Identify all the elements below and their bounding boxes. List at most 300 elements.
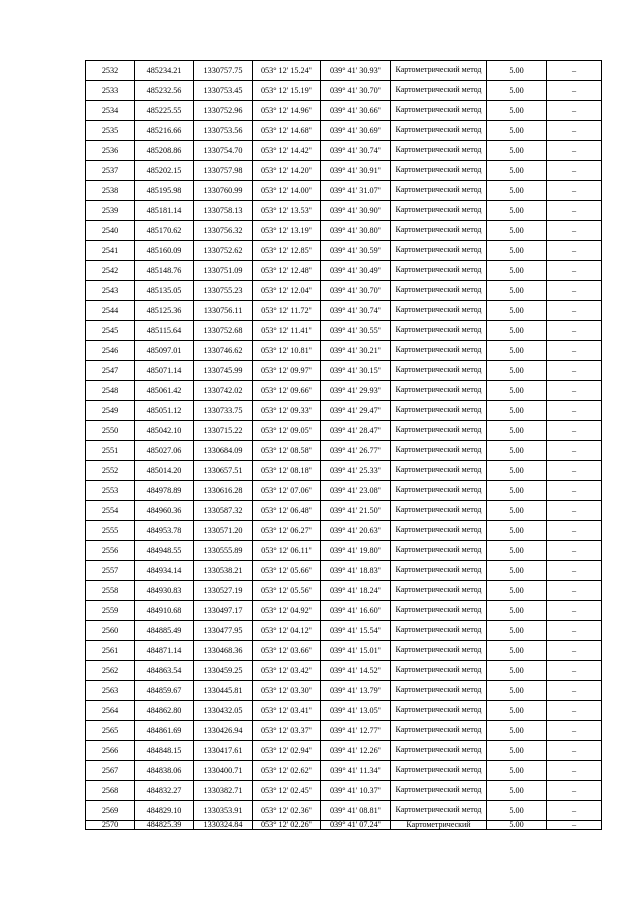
accuracy-cell: 5.00 [487,721,547,741]
point-number-cell: 2546 [86,341,135,361]
method-cell: Картометрический метод [391,781,487,801]
x-coordinate-cell: 485181.14 [135,201,194,221]
note-cell: – [547,521,602,541]
latitude-cell: 053° 12' 03.41" [253,701,321,721]
x-coordinate-cell: 484930.83 [135,581,194,601]
x-coordinate-cell: 484848.15 [135,741,194,761]
y-coordinate-cell: 1330555.89 [194,541,253,561]
table-row [86,101,602,121]
point-number-cell: 2544 [86,301,135,321]
latitude-cell: 053° 12' 08.18" [253,461,321,481]
x-coordinate-cell: 485234.21 [135,61,194,81]
note-cell: – [547,201,602,221]
point-number-cell: 2568 [86,781,135,801]
accuracy-cell: 5.00 [487,241,547,261]
accuracy-cell: 5.00 [487,381,547,401]
point-number-cell: 2570 [86,821,135,830]
point-number-cell: 2532 [86,61,135,81]
longitude-cell: 039° 41' 28.47" [321,421,391,441]
longitude-cell: 039° 41' 30.15" [321,361,391,381]
note-cell: – [547,481,602,501]
latitude-cell: 053° 12' 11.72" [253,301,321,321]
note-cell: – [547,181,602,201]
method-cell: Картометрический метод [391,181,487,201]
latitude-cell: 053° 12' 09.66" [253,381,321,401]
latitude-cell: 053° 12' 03.30" [253,681,321,701]
y-coordinate-cell: 1330752.96 [194,101,253,121]
note-cell: – [547,701,602,721]
method-cell: Картометрический метод [391,461,487,481]
accuracy-cell: 5.00 [487,221,547,241]
table-row [86,421,602,441]
table-row [86,721,602,741]
table-row [86,361,602,381]
y-coordinate-cell: 1330745.99 [194,361,253,381]
y-coordinate-cell: 1330751.09 [194,261,253,281]
method-cell: Картометрический метод [391,161,487,181]
accuracy-cell: 5.00 [487,681,547,701]
accuracy-cell: 5.00 [487,281,547,301]
table-row [86,221,602,241]
note-cell: – [547,661,602,681]
note-cell: – [547,161,602,181]
accuracy-cell: 5.00 [487,501,547,521]
table-row [86,541,602,561]
method-cell: Картометрический метод [391,621,487,641]
point-number-cell: 2562 [86,661,135,681]
point-number-cell: 2566 [86,741,135,761]
latitude-cell: 053° 12' 06.27" [253,521,321,541]
latitude-cell: 053° 12' 06.11" [253,541,321,561]
x-coordinate-cell: 484953.78 [135,521,194,541]
note-cell: – [547,121,602,141]
table-body [86,61,602,830]
note-cell: – [547,361,602,381]
longitude-cell: 039° 41' 30.74" [321,141,391,161]
x-coordinate-cell: 485216.66 [135,121,194,141]
latitude-cell: 053° 12' 04.12" [253,621,321,641]
latitude-cell: 053° 12' 09.33" [253,401,321,421]
longitude-cell: 039° 41' 30.70" [321,81,391,101]
longitude-cell: 039° 41' 30.93" [321,61,391,81]
x-coordinate-cell: 484910.68 [135,601,194,621]
table-row [86,581,602,601]
table-row [86,61,602,81]
y-coordinate-cell: 1330684.09 [194,441,253,461]
x-coordinate-cell: 485027.06 [135,441,194,461]
longitude-cell: 039° 41' 26.77" [321,441,391,461]
y-coordinate-cell: 1330459.25 [194,661,253,681]
y-coordinate-cell: 1330497.17 [194,601,253,621]
longitude-cell: 039° 41' 30.21" [321,341,391,361]
y-coordinate-cell: 1330752.68 [194,321,253,341]
latitude-cell: 053° 12' 13.19" [253,221,321,241]
point-number-cell: 2557 [86,561,135,581]
note-cell: – [547,721,602,741]
latitude-cell: 053° 12' 14.96" [253,101,321,121]
y-coordinate-cell: 1330468.36 [194,641,253,661]
y-coordinate-cell: 1330756.32 [194,221,253,241]
longitude-cell: 039° 41' 25.33" [321,461,391,481]
y-coordinate-cell: 1330752.62 [194,241,253,261]
latitude-cell: 053° 12' 14.68" [253,121,321,141]
note-cell: – [547,681,602,701]
y-coordinate-cell: 1330753.45 [194,81,253,101]
x-coordinate-cell: 485071.14 [135,361,194,381]
accuracy-cell: 5.00 [487,661,547,681]
longitude-cell: 039° 41' 30.74" [321,301,391,321]
point-number-cell: 2540 [86,221,135,241]
accuracy-cell: 5.00 [487,621,547,641]
longitude-cell: 039° 41' 30.69" [321,121,391,141]
accuracy-cell: 5.00 [487,401,547,421]
latitude-cell: 053° 12' 02.26" [253,821,321,830]
accuracy-cell: 5.00 [487,821,547,830]
longitude-cell: 039° 41' 29.93" [321,381,391,401]
point-number-cell: 2565 [86,721,135,741]
x-coordinate-cell: 484978.89 [135,481,194,501]
accuracy-cell: 5.00 [487,561,547,581]
accuracy-cell: 5.00 [487,101,547,121]
table-row [86,381,602,401]
point-number-cell: 2564 [86,701,135,721]
latitude-cell: 053° 12' 11.41" [253,321,321,341]
method-cell: Картометрический метод [391,281,487,301]
point-number-cell: 2535 [86,121,135,141]
method-cell: Картометрический метод [391,121,487,141]
longitude-cell: 039° 41' 13.05" [321,701,391,721]
table-row [86,661,602,681]
point-number-cell: 2543 [86,281,135,301]
table-row [86,781,602,801]
x-coordinate-cell: 484862.80 [135,701,194,721]
longitude-cell: 039° 41' 16.60" [321,601,391,621]
point-number-cell: 2561 [86,641,135,661]
method-cell: Картометрический метод [391,581,487,601]
latitude-cell: 053° 12' 12.85" [253,241,321,261]
x-coordinate-cell: 484948.55 [135,541,194,561]
longitude-cell: 039° 41' 20.63" [321,521,391,541]
longitude-cell: 039° 41' 12.26" [321,741,391,761]
x-coordinate-cell: 485148.76 [135,261,194,281]
y-coordinate-cell: 1330571.20 [194,521,253,541]
longitude-cell: 039° 41' 23.08" [321,481,391,501]
accuracy-cell: 5.00 [487,461,547,481]
note-cell: – [547,301,602,321]
accuracy-cell: 5.00 [487,141,547,161]
x-coordinate-cell: 484861.69 [135,721,194,741]
accuracy-cell: 5.00 [487,601,547,621]
table-row [86,261,602,281]
method-cell: Картометрический метод [391,341,487,361]
longitude-cell: 039° 41' 15.01" [321,641,391,661]
point-number-cell: 2558 [86,581,135,601]
method-cell: Картометрический метод [391,481,487,501]
x-coordinate-cell: 485202.15 [135,161,194,181]
y-coordinate-cell: 1330742.02 [194,381,253,401]
table-row [86,281,602,301]
accuracy-cell: 5.00 [487,181,547,201]
point-number-cell: 2537 [86,161,135,181]
table-row [86,561,602,581]
point-number-cell: 2554 [86,501,135,521]
longitude-cell: 039° 41' 13.79" [321,681,391,701]
longitude-cell: 039° 41' 10.37" [321,781,391,801]
table-row [86,741,602,761]
table-row [86,161,602,181]
method-cell: Картометрический метод [391,301,487,321]
point-number-cell: 2533 [86,81,135,101]
method-cell: Картометрический метод [391,541,487,561]
note-cell: – [547,341,602,361]
y-coordinate-cell: 1330382.71 [194,781,253,801]
table-row [86,621,602,641]
method-cell: Картометрический метод [391,641,487,661]
coordinates-table [85,60,602,830]
point-number-cell: 2541 [86,241,135,261]
latitude-cell: 053° 12' 03.42" [253,661,321,681]
note-cell: – [547,641,602,661]
point-number-cell: 2547 [86,361,135,381]
x-coordinate-cell: 485160.09 [135,241,194,261]
accuracy-cell: 5.00 [487,441,547,461]
accuracy-cell: 5.00 [487,301,547,321]
x-coordinate-cell: 484885.49 [135,621,194,641]
point-number-cell: 2563 [86,681,135,701]
accuracy-cell: 5.00 [487,61,547,81]
note-cell: – [547,261,602,281]
x-coordinate-cell: 484832.27 [135,781,194,801]
x-coordinate-cell: 485232.56 [135,81,194,101]
note-cell: – [547,441,602,461]
table-row [86,601,602,621]
note-cell: – [547,461,602,481]
y-coordinate-cell: 1330760.99 [194,181,253,201]
method-cell: Картометрический метод [391,261,487,281]
x-coordinate-cell: 485042.10 [135,421,194,441]
method-cell: Картометрический метод [391,681,487,701]
method-cell: Картометрический метод [391,421,487,441]
point-number-cell: 2569 [86,801,135,821]
method-cell: Картометрический метод [391,521,487,541]
y-coordinate-cell: 1330527.19 [194,581,253,601]
method-cell: Картометрический метод [391,741,487,761]
x-coordinate-cell: 485061.42 [135,381,194,401]
point-number-cell: 2560 [86,621,135,641]
x-coordinate-cell: 485014.20 [135,461,194,481]
method-cell: Картометрический метод [391,201,487,221]
y-coordinate-cell: 1330538.21 [194,561,253,581]
accuracy-cell: 5.00 [487,161,547,181]
latitude-cell: 053° 12' 03.66" [253,641,321,661]
point-number-cell: 2553 [86,481,135,501]
table-row [86,321,602,341]
method-cell: Картометрический метод [391,241,487,261]
x-coordinate-cell: 484871.14 [135,641,194,661]
note-cell: – [547,621,602,641]
accuracy-cell: 5.00 [487,701,547,721]
table-row [86,201,602,221]
y-coordinate-cell: 1330587.32 [194,501,253,521]
latitude-cell: 053° 12' 02.36" [253,801,321,821]
longitude-cell: 039° 41' 30.90" [321,201,391,221]
note-cell: – [547,741,602,761]
latitude-cell: 053° 12' 12.04" [253,281,321,301]
point-number-cell: 2555 [86,521,135,541]
method-cell: Картометрический метод [391,801,487,821]
longitude-cell: 039° 41' 14.52" [321,661,391,681]
longitude-cell: 039° 41' 30.55" [321,321,391,341]
accuracy-cell: 5.00 [487,201,547,221]
note-cell: – [547,221,602,241]
note-cell: – [547,381,602,401]
y-coordinate-cell: 1330426.94 [194,721,253,741]
point-number-cell: 2538 [86,181,135,201]
latitude-cell: 053° 12' 05.66" [253,561,321,581]
latitude-cell: 053° 12' 04.92" [253,601,321,621]
point-number-cell: 2551 [86,441,135,461]
point-number-cell: 2559 [86,601,135,621]
method-cell: Картометрический метод [391,401,487,421]
y-coordinate-cell: 1330324.84 [194,821,253,830]
longitude-cell: 039° 41' 30.70" [321,281,391,301]
y-coordinate-cell: 1330757.98 [194,161,253,181]
method-cell: Картометрический метод [391,321,487,341]
accuracy-cell: 5.00 [487,261,547,281]
y-coordinate-cell: 1330753.56 [194,121,253,141]
method-cell: Картометрический метод [391,61,487,81]
accuracy-cell: 5.00 [487,781,547,801]
table-row [86,761,602,781]
accuracy-cell: 5.00 [487,761,547,781]
x-coordinate-cell: 484960.36 [135,501,194,521]
accuracy-cell: 5.00 [487,521,547,541]
note-cell: – [547,321,602,341]
latitude-cell: 053° 12' 03.37" [253,721,321,741]
longitude-cell: 039° 41' 11.34" [321,761,391,781]
y-coordinate-cell: 1330616.28 [194,481,253,501]
table-row [86,521,602,541]
note-cell: – [547,241,602,261]
accuracy-cell: 5.00 [487,361,547,381]
longitude-cell: 039° 41' 31.07" [321,181,391,201]
table-row [86,821,602,830]
y-coordinate-cell: 1330657.51 [194,461,253,481]
table-row [86,241,602,261]
method-cell: Картометрический метод [391,701,487,721]
method-cell: Картометрический метод [391,501,487,521]
method-cell: Картометрический метод [391,361,487,381]
y-coordinate-cell: 1330400.71 [194,761,253,781]
point-number-cell: 2545 [86,321,135,341]
latitude-cell: 053° 12' 05.56" [253,581,321,601]
y-coordinate-cell: 1330758.13 [194,201,253,221]
table-row [86,681,602,701]
table-row [86,141,602,161]
longitude-cell: 039° 41' 21.50" [321,501,391,521]
table-row [86,441,602,461]
x-coordinate-cell: 485208.86 [135,141,194,161]
note-cell: – [547,541,602,561]
longitude-cell: 039° 41' 29.47" [321,401,391,421]
method-cell: Картометрический метод [391,561,487,581]
x-coordinate-cell: 484825.39 [135,821,194,830]
note-cell: – [547,421,602,441]
longitude-cell: 039° 41' 30.49" [321,261,391,281]
y-coordinate-cell: 1330353.91 [194,801,253,821]
accuracy-cell: 5.00 [487,81,547,101]
note-cell: – [547,281,602,301]
note-cell: – [547,601,602,621]
y-coordinate-cell: 1330756.11 [194,301,253,321]
x-coordinate-cell: 484838.06 [135,761,194,781]
note-cell: – [547,761,602,781]
accuracy-cell: 5.00 [487,481,547,501]
point-number-cell: 2548 [86,381,135,401]
point-number-cell: 2550 [86,421,135,441]
longitude-cell: 039° 41' 18.83" [321,561,391,581]
accuracy-cell: 5.00 [487,801,547,821]
x-coordinate-cell: 485051.12 [135,401,194,421]
longitude-cell: 039° 41' 08.81" [321,801,391,821]
y-coordinate-cell: 1330445.81 [194,681,253,701]
longitude-cell: 039° 41' 12.77" [321,721,391,741]
y-coordinate-cell: 1330733.75 [194,401,253,421]
y-coordinate-cell: 1330417.61 [194,741,253,761]
note-cell: – [547,561,602,581]
table-row [86,81,602,101]
method-cell: Картометрический метод [391,761,487,781]
longitude-cell: 039° 41' 07.24" [321,821,391,830]
note-cell: – [547,581,602,601]
point-number-cell: 2556 [86,541,135,561]
latitude-cell: 053° 12' 08.58" [253,441,321,461]
point-number-cell: 2552 [86,461,135,481]
latitude-cell: 053° 12' 15.19" [253,81,321,101]
table-row [86,801,602,821]
note-cell: – [547,501,602,521]
table-row [86,401,602,421]
table-row [86,181,602,201]
longitude-cell: 039° 41' 30.91" [321,161,391,181]
latitude-cell: 053° 12' 09.05" [253,421,321,441]
latitude-cell: 053° 12' 02.62" [253,761,321,781]
method-cell: Картометрический метод [391,721,487,741]
x-coordinate-cell: 485195.98 [135,181,194,201]
y-coordinate-cell: 1330477.95 [194,621,253,641]
note-cell: – [547,781,602,801]
x-coordinate-cell: 485170.62 [135,221,194,241]
x-coordinate-cell: 485225.55 [135,101,194,121]
x-coordinate-cell: 485135.05 [135,281,194,301]
latitude-cell: 053° 12' 02.45" [253,781,321,801]
point-number-cell: 2539 [86,201,135,221]
table-row [86,121,602,141]
point-number-cell: 2567 [86,761,135,781]
accuracy-cell: 5.00 [487,741,547,761]
note-cell: – [547,401,602,421]
x-coordinate-cell: 485115.64 [135,321,194,341]
accuracy-cell: 5.00 [487,341,547,361]
accuracy-cell: 5.00 [487,321,547,341]
note-cell: – [547,141,602,161]
note-cell: – [547,101,602,121]
latitude-cell: 053° 12' 15.24" [253,61,321,81]
longitude-cell: 039° 41' 30.80" [321,221,391,241]
table-row [86,481,602,501]
longitude-cell: 039° 41' 19.80" [321,541,391,561]
y-coordinate-cell: 1330757.75 [194,61,253,81]
